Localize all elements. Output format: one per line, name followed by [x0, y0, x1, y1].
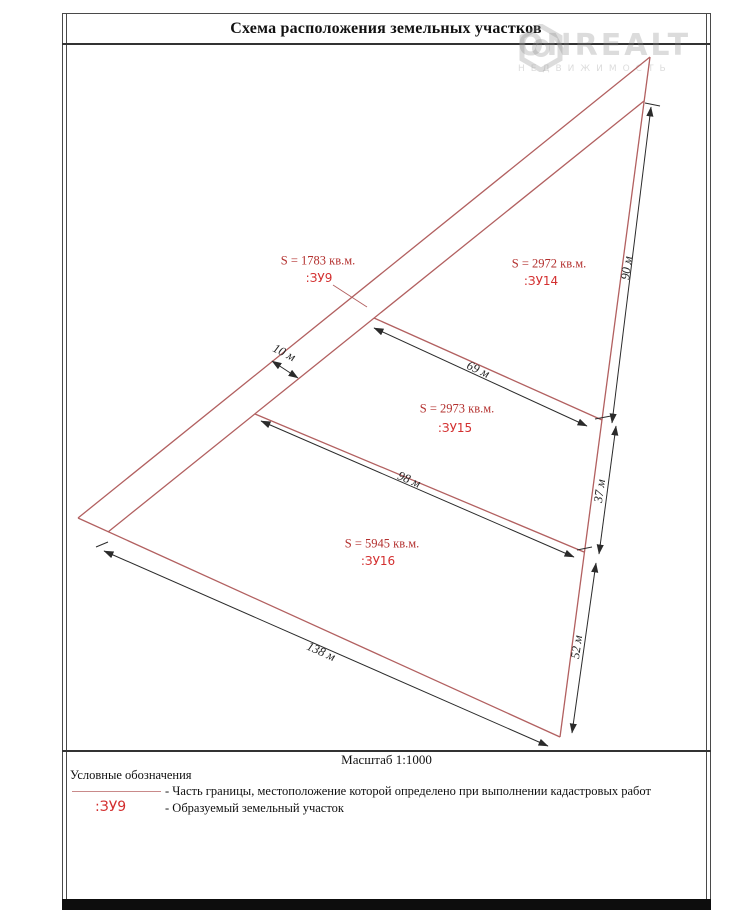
legend-parcel-item-label: - Образуемый земельный участок: [165, 801, 344, 815]
parcel-zu16-id-label: :ЗУ16: [360, 554, 396, 568]
dim-10m-line: [272, 361, 298, 378]
legend-boundary-sample-line: [72, 791, 161, 792]
page-title: Схема расположения земельных участков: [230, 19, 542, 37]
dim-69m-label: 69 м: [464, 358, 492, 381]
dim-52m-label: 52 м: [567, 634, 586, 660]
boundary-hypotenuse: [78, 57, 650, 518]
boundary-bottom: [78, 518, 560, 737]
zu9-leader-line: [333, 285, 367, 307]
dim-138m-label: 138 м: [304, 639, 338, 665]
scale-note: Масштаб 1:1000: [341, 752, 432, 767]
parcel-zu16-area-label: S = 5945 кв.м.: [344, 536, 420, 551]
watermark-brand: ONREALT: [518, 27, 692, 63]
dim-98m-label: 98 м: [395, 468, 423, 491]
parcel-zu15-area-label: S = 2973 кв.м.: [419, 401, 495, 416]
dim-90m-label: 90 м: [618, 255, 635, 281]
legend-parcel-item-symbol: :ЗУ9: [95, 799, 127, 815]
legend-heading: Условные обозначения: [70, 768, 192, 782]
parcel-zu14-id-label: :ЗУ14: [523, 274, 559, 288]
parcel-zu9-area-label: S = 1783 кв.м.: [280, 253, 356, 268]
tick-138m-left: [96, 542, 108, 547]
dim-10m-label: 10 м: [270, 340, 298, 365]
dim-37m-label: 37 м: [590, 478, 609, 504]
boundary-strip-inner: [108, 101, 644, 532]
parcel-zu9-id-label: :ЗУ9: [305, 271, 333, 285]
watermark-subtitle: НЕДВИЖИМОСТЬ: [518, 63, 672, 74]
parcel-zu14-area-label: S = 2972 кв.м.: [511, 256, 587, 271]
parcel-boundaries: [78, 57, 650, 737]
bottom-black-bar: [62, 899, 711, 910]
legend-boundary-item-label: - Часть границы, местоположение которой определено при выполнении кадастровых работ: [165, 784, 651, 798]
tick-90m-top: [645, 103, 660, 106]
parcel-zu15-id-label: :ЗУ15: [437, 421, 473, 435]
